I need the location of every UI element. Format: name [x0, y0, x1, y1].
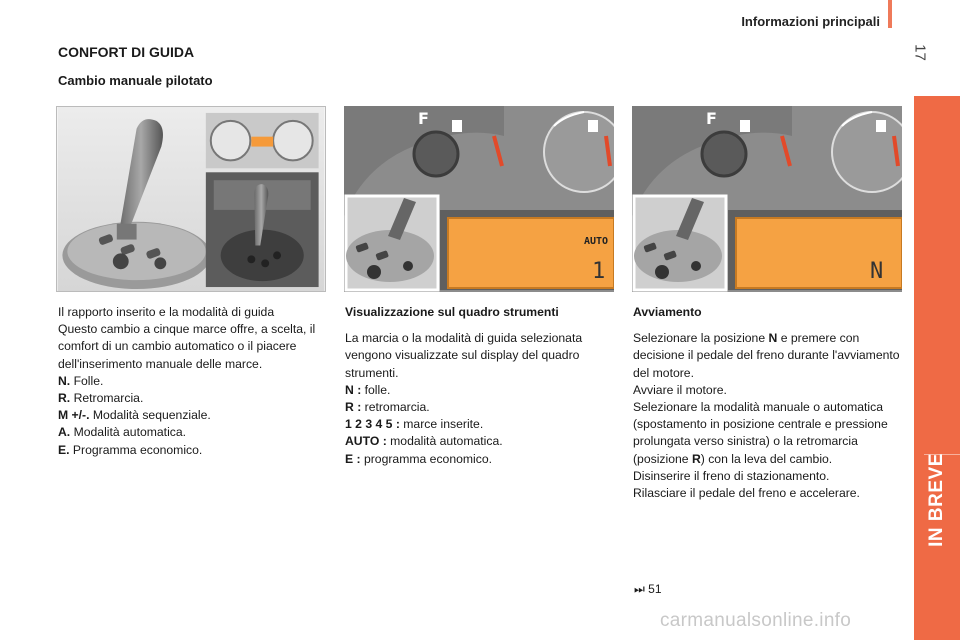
item-key: M +/-. [58, 408, 90, 423]
display-auto-mode: AUTO [584, 236, 609, 247]
col3-step-3 [633, 399, 909, 468]
svg-text:F: F [418, 109, 429, 128]
item-key: 1 2 3 4 5 : [345, 417, 400, 432]
step-text: ) con la leva del cambio. [700, 451, 833, 466]
col2-body: La marcia o la modalità di guida selezionata vengono visualizzate sul display del quadro strumenti. [345, 331, 583, 380]
item-key: R. [58, 391, 71, 406]
cluster-auto-illustration [344, 106, 614, 292]
step-key: R [691, 451, 701, 466]
gear-lever-illustration [56, 106, 326, 292]
col3-step-1 [633, 330, 909, 382]
side-tab [914, 96, 960, 640]
list-item [58, 424, 334, 441]
list-item [345, 451, 621, 468]
item-text: Retromarcia. [73, 391, 144, 406]
item-key: E : [345, 451, 361, 466]
list-item [58, 390, 334, 407]
header-rule [888, 0, 892, 28]
list-item [345, 416, 621, 433]
section-subtitle: Cambio manuale pilotato [58, 73, 213, 88]
column-gear-positions [58, 304, 334, 459]
col3-heading-text: Avviamento [633, 305, 702, 319]
col3-step-5: Rilasciare il pedale del freno e accelerare. [633, 486, 860, 501]
page-number: 17 [911, 44, 929, 61]
col3-step-4: Disinserire il freno di stazionamento. [633, 468, 830, 483]
col2-heading [345, 304, 621, 321]
item-key: N : [345, 382, 362, 397]
page-reference[interactable] [634, 582, 662, 597]
list-item [345, 399, 621, 416]
column-starting [633, 304, 909, 502]
item-key: N. [58, 373, 71, 388]
item-text: folle. [364, 382, 391, 397]
list-item [345, 382, 621, 399]
column-display [345, 304, 621, 468]
list-item [345, 433, 621, 450]
item-text: marce inserite. [403, 417, 484, 432]
item-text: retromarcia. [364, 400, 430, 415]
side-tab-label: IN BREVE [926, 453, 947, 547]
item-text: programma economico. [363, 451, 492, 466]
item-text: Modalità sequenziale. [92, 408, 211, 423]
item-key: AUTO : [345, 434, 387, 449]
col2-heading-text: Visualizzazione sul quadro strumenti [345, 305, 559, 319]
step-text: e premere con decisione il pedale del freno durante l'avviamento del motore. [633, 331, 900, 380]
display-neutral-gear: N [870, 259, 884, 284]
cluster-auto-image [344, 106, 614, 292]
col3-heading [633, 304, 909, 321]
step-key: N [768, 331, 778, 346]
list-item [58, 373, 334, 390]
list-item [58, 407, 334, 424]
list-item [58, 442, 334, 459]
step-text: Selezionare la modalità manuale o automatica (spostamento in posizione centrale e pressione prolungata verso sinistra) o la retromarcia (posizione [633, 400, 888, 466]
item-key: R : [345, 400, 362, 415]
cluster-neutral-illustration [632, 106, 902, 292]
section-title: CONFORT DI GUIDA [58, 44, 195, 60]
step-text: Selezionare la posizione [633, 331, 766, 346]
display-auto-gear: 1 [592, 259, 606, 284]
col1-body: Questo cambio a cinque marce offre, a scelta, il comfort di un cambio automatico o il piacere dell'inserimento manuale delle marce. [58, 322, 316, 371]
reference-page: 51 [648, 582, 662, 596]
watermark: carmanualsonline.info [660, 610, 852, 631]
col3-step-2: Avviare il motore. [633, 382, 727, 397]
running-header: Informazioni principali [741, 14, 880, 29]
svg-text:F: F [706, 109, 717, 128]
col1-intro: Il rapporto inserito e la modalità di guida [58, 305, 275, 319]
item-text: modalità automatica. [390, 434, 503, 449]
item-key: E. [58, 442, 70, 457]
item-text: Programma economico. [72, 442, 203, 457]
item-text: Folle. [73, 373, 104, 388]
skip-forward-icon: ⏭ [634, 582, 645, 596]
item-text: Modalità automatica. [73, 425, 187, 440]
item-key: A. [58, 425, 71, 440]
cluster-neutral-image [632, 106, 902, 292]
gear-lever-image [57, 107, 325, 291]
